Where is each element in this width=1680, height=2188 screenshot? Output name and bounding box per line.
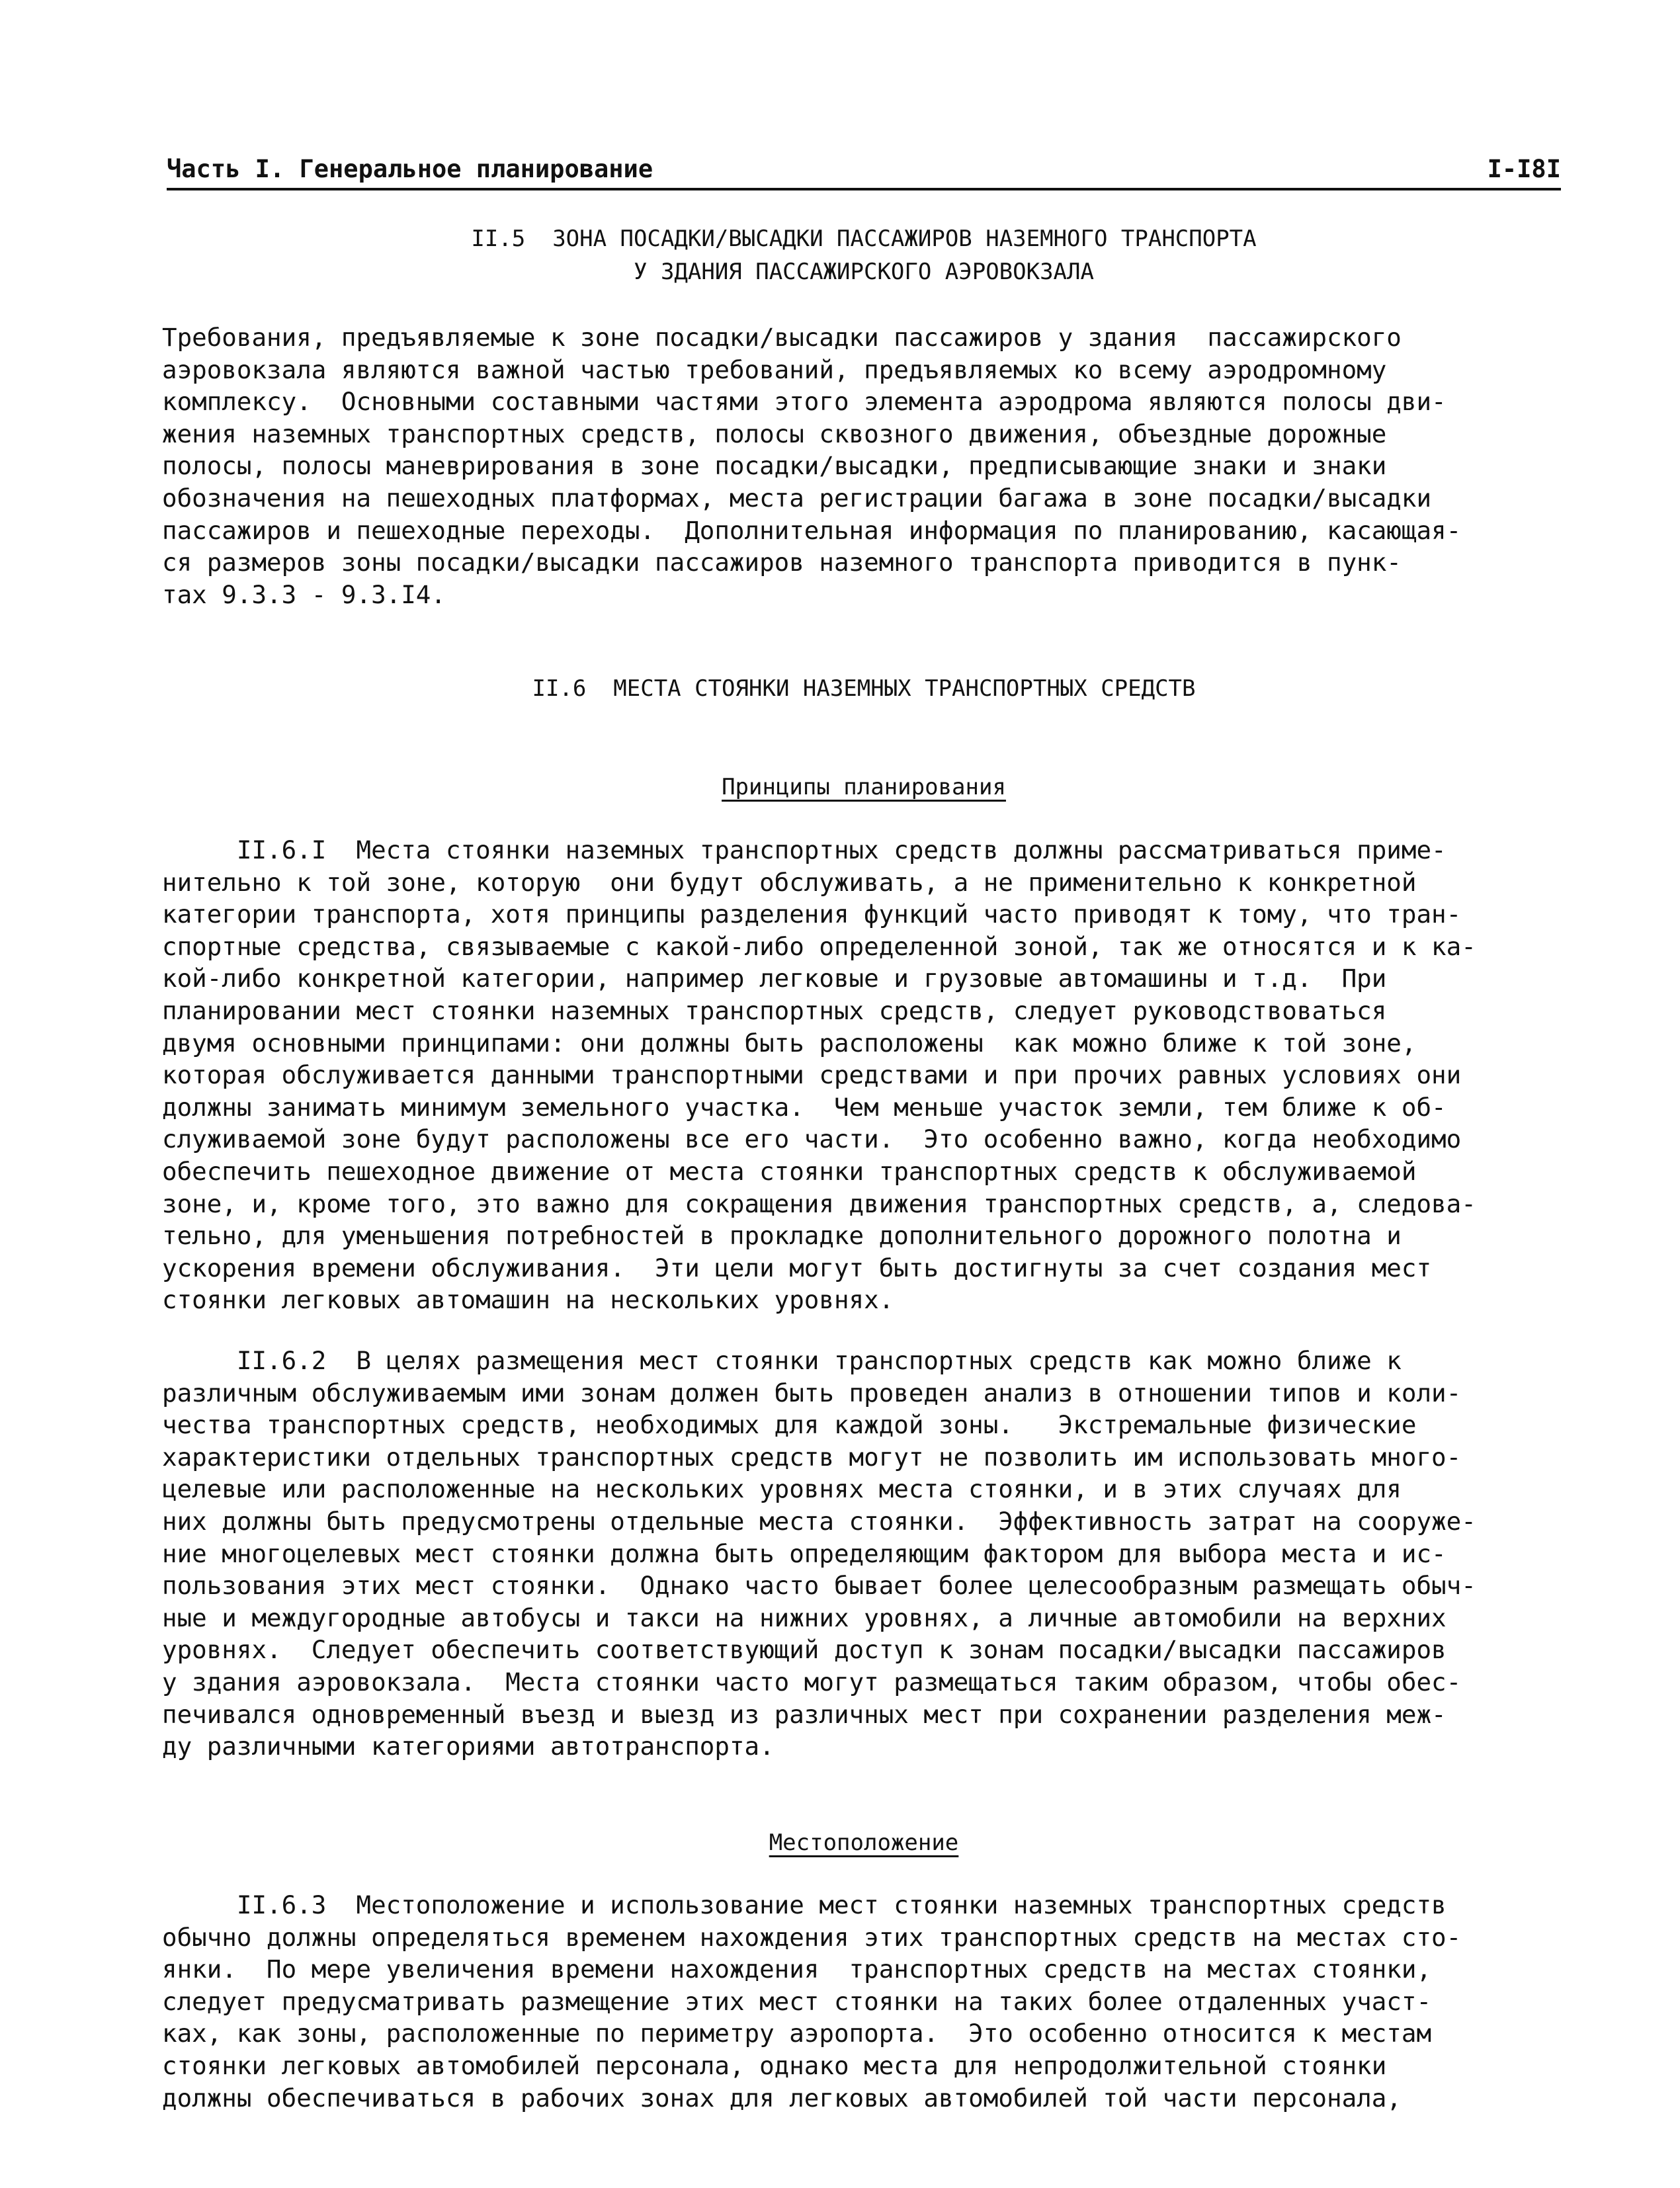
section-11-5-paragraph xyxy=(162,321,1571,610)
paragraph-line: кой-либо конкретной категории, например легковые и грузовые автомашины и т.д. При xyxy=(162,964,1387,993)
paragraph-line: различным обслуживаемым ими зонам должен быть проведен анализ в отношении типов и коли- xyxy=(162,1378,1462,1408)
page-header xyxy=(167,151,1561,190)
paragraph-11-6-3 xyxy=(162,1889,1571,2114)
paragraph-line: тах 9.3.3 - 9.3.I4. xyxy=(162,579,446,609)
paragraph-line: аэровокзала являются важной частью требований, предъявляемых ко всему аэродромному xyxy=(162,355,1387,384)
paragraph-line: тельно, для уменьшения потребностей в прокладке дополнительного дорожного полотна и xyxy=(162,1221,1402,1251)
paragraph-line: обеспечить пешеходное движение от места стоянки транспортных средств к обслуживаемой xyxy=(162,1156,1417,1186)
paragraph-line: служиваемой зоне будут расположены все его части. Это особенно важно, когда необходимо xyxy=(162,1124,1462,1154)
paragraph-line: зоне, и, кроме того, это важно для сокращения движения транспортных средств, а, следова- xyxy=(162,1189,1476,1218)
paragraph-line: характеристики отдельных транспортных средств могут не позволить им использовать много- xyxy=(162,1442,1462,1472)
paragraph-line: обычно должны определяться временем нахождения этих транспортных средств на местах сто- xyxy=(162,1922,1462,1952)
paragraph-line: должны занимать минимум земельного участка. Чем меньше участок земли, тем ближе к об- xyxy=(162,1092,1447,1122)
paragraph-line: обозначения на пешеходных платформах, места регистрации багажа в зоне посадки/высадки xyxy=(162,483,1432,513)
subhead-location xyxy=(167,1827,1561,1859)
paragraph-line: янки. По мере увеличения времени нахождения транспортных средств на местах стоянки, xyxy=(162,1955,1432,1984)
paragraph-line: печивался одновременный въезд и выезд из различных мест при сохранении разделения меж- xyxy=(162,1699,1447,1729)
paragraph-line: ках, как зоны, расположенные по периметру аэропорта. Это особенно относится к местам xyxy=(162,2019,1432,2048)
paragraph-11-6-2 xyxy=(162,1345,1571,1763)
paragraph-line: нительно к той зоне, которую они будут обслуживать, а не применительно к конкретной xyxy=(162,867,1417,897)
paragraph-line: жения наземных транспортных средств, полосы сквозного движения, объездные дорожные xyxy=(162,419,1387,448)
paragraph-line: ся размеров зоны посадки/высадки пассажиров наземного транспорта приводится в пунк- xyxy=(162,548,1402,577)
header-page-number: I-I8I xyxy=(1487,155,1561,183)
paragraph-line: II.6.3 Местоположение и использование мест стоянки наземных транспортных средств xyxy=(162,1890,1447,1919)
paragraph-line: пользования этих мест стоянки. Однако часто бывает более целесообразным размещать обыч- xyxy=(162,1571,1476,1601)
paragraph-line: планировании мест стоянки наземных транспортных средств, следует руководствоваться xyxy=(162,995,1387,1025)
paragraph-line: целевые или расположенные на нескольких уровнях места стоянки, и в этих случаях для xyxy=(162,1474,1402,1504)
paragraph-line: спортные средства, связываемые с какой-либо определенной зоной, так же относятся и к ка- xyxy=(162,931,1476,961)
paragraph-line: стоянки легковых автомобилей персонала, однако места для непродолжительной стоянки xyxy=(162,2050,1387,2080)
section-11-5-title-line-2: У ЗДАНИЯ ПАССАЖИРСКОГО АЭРОВОКЗАЛА xyxy=(634,259,1094,285)
paragraph-line: чества транспортных средств, необходимых для каждой зоны. Экстремальные физические xyxy=(162,1410,1417,1440)
paragraph-line: полосы, полосы маневрирования в зоне посадки/высадки, предписывающие знаки и знаки xyxy=(162,451,1387,481)
paragraph-line: Требования, предъявляемые к зоне посадки/высадки пассажиров у здания пассажирского xyxy=(162,323,1402,352)
paragraph-11-6-1 xyxy=(162,834,1571,1316)
subhead-principles-text: Принципы планирования xyxy=(722,774,1006,800)
paragraph-line: комплексу. Основными составными частями этого элемента аэродрома являются полосы дви- xyxy=(162,387,1447,417)
subhead-location-text: Местоположение xyxy=(769,1830,959,1856)
section-11-6-title: II.6 МЕСТА СТОЯНКИ НАЗЕМНЫХ ТРАНСПОРТНЫХ СРЕДСТВ xyxy=(532,675,1196,702)
paragraph-line: ние многоцелевых мест стоянки должна быть определяющим фактором для выбора места и ис- xyxy=(162,1538,1447,1568)
paragraph-line: у здания аэровокзала. Места стоянки часто могут размещаться таким образом, чтобы обес- xyxy=(162,1667,1462,1697)
paragraph-line: ду различными категориями автотранспорта. xyxy=(162,1732,775,1761)
paragraph-line: следует предусматривать размещение этих мест стоянки на таких более отдаленных участ- xyxy=(162,1986,1432,2016)
paragraph-line: категории транспорта, хотя принципы разделения функций часто приводят к тому, что тран- xyxy=(162,900,1462,929)
header-part-title: Часть I. Генеральное планирование xyxy=(167,155,653,183)
section-11-5-title-line-1: II.5 ЗОНА ПОСАДКИ/ВЫСАДКИ ПАССАЖИРОВ НАЗЕМНОГО ТРАНСПОРТА xyxy=(471,226,1257,252)
paragraph-line: пассажиров и пешеходные переходы. Дополнительная информация по планированию, касающая- xyxy=(162,515,1462,545)
paragraph-line: стоянки легковых автомашин на нескольких уровнях. xyxy=(162,1285,894,1315)
paragraph-line: них должны быть предусмотрены отдельные места стоянки. Эффективность затрат на сооруже- xyxy=(162,1506,1476,1536)
paragraph-line: уровнях. Следует обеспечить соответствующий доступ к зонам посадки/высадки пассажиров xyxy=(162,1635,1447,1665)
paragraph-line: ускорения времени обслуживания. Эти цели могут быть достигнуты за счет создания мест xyxy=(162,1253,1432,1283)
paragraph-line: которая обслуживается данными транспортными средствами и при прочих равных условиях они xyxy=(162,1060,1462,1090)
paragraph-line: должны обеспечиваться в рабочих зонах для легковых автомобилей той части персонала, xyxy=(162,2083,1402,2113)
paragraph-line: II.6.2 В целях размещения мест стоянки транспортных средств как можно ближе к xyxy=(162,1346,1402,1375)
paragraph-line: ные и междугородные автобусы и такси на нижних уровнях, а личные автомобили на верхних xyxy=(162,1603,1447,1632)
subhead-principles xyxy=(167,771,1561,803)
paragraph-line: двумя основными принципами: они должны быть расположены как можно ближе к той зоне, xyxy=(162,1028,1417,1058)
paragraph-line: II.6.I Места стоянки наземных транспортных средств должны рассматриваться приме- xyxy=(162,835,1447,864)
